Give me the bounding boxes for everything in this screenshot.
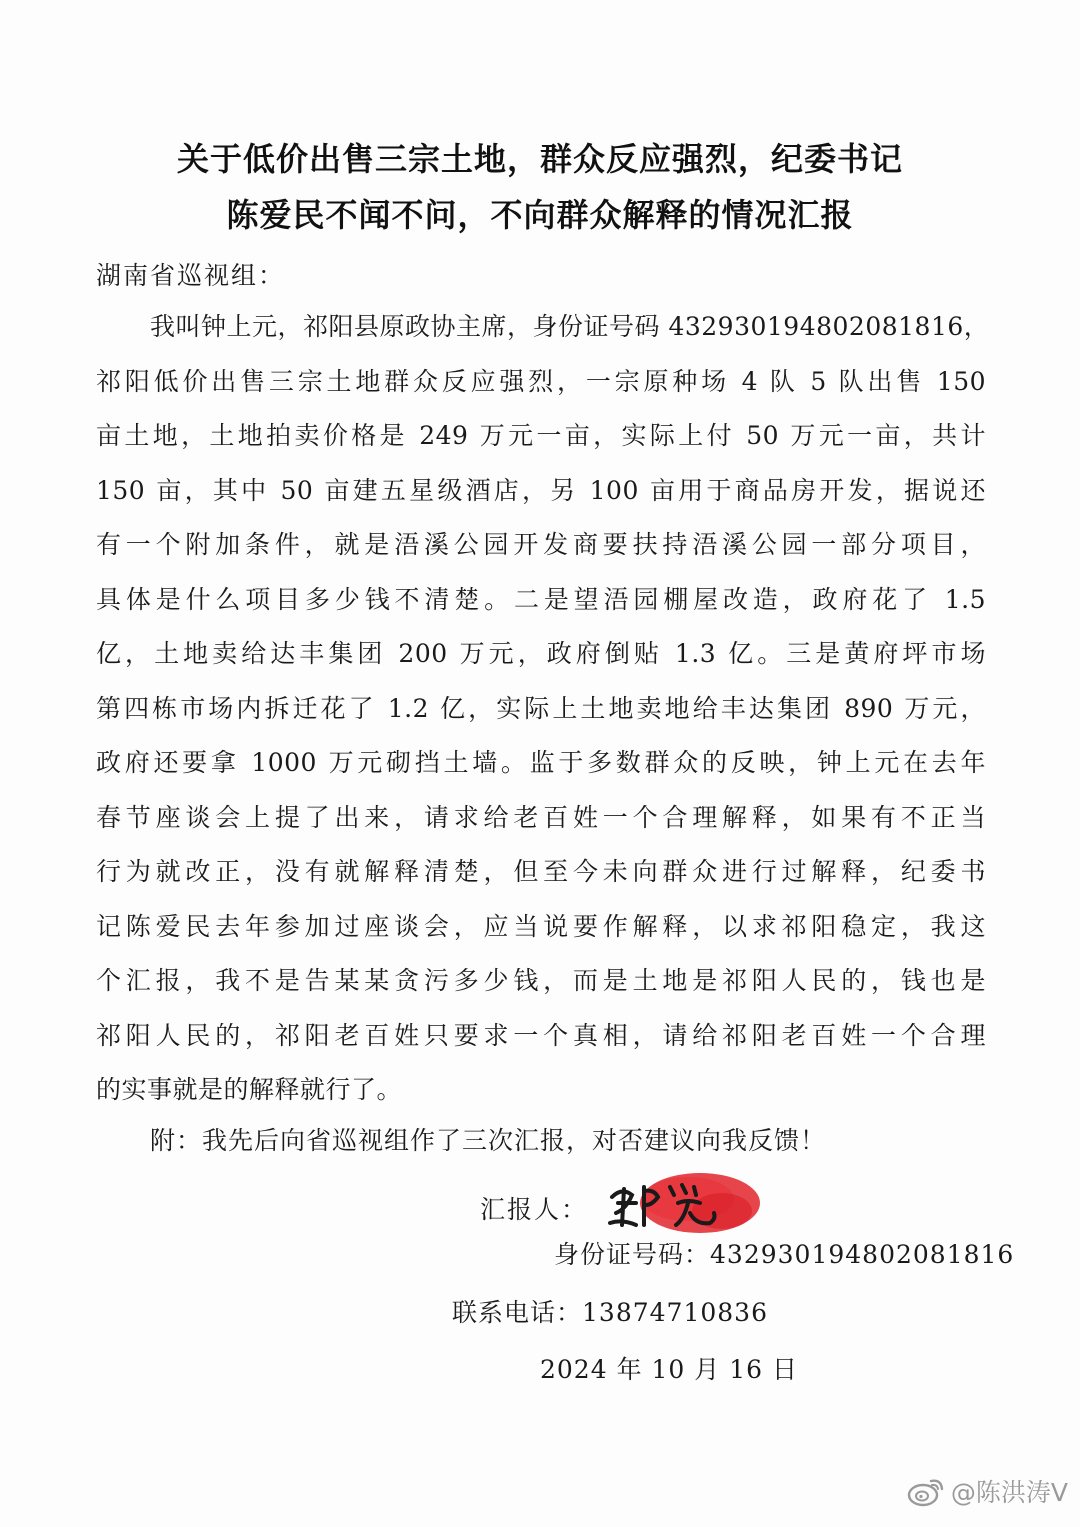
- phone-label: 联系电话：: [452, 1298, 583, 1327]
- phone-row: [452, 1293, 768, 1329]
- body-line: 第四栋市场内拆迁花了 1.2 亿，实际上土地卖地给丰达集团 890 万元，: [96, 693, 986, 723]
- watermark-text: @陈洪涛V: [950, 1478, 1068, 1507]
- document-title-line-2: 陈爱民不闻不问，不向群众解释的情况汇报: [226, 196, 854, 234]
- id-label: 身份证号码：: [554, 1240, 711, 1269]
- body-line: 的实事就是的解释就行了。: [96, 1075, 403, 1104]
- phone-number: 13874710836: [582, 1298, 768, 1327]
- document-title-line-1: 关于低价出售三宗土地，群众反应强烈，纪委书记: [176, 140, 903, 178]
- body-line: 春节座谈会上提了出来，请求给老百姓一个合理解释，如果有不正当: [96, 802, 986, 832]
- body-line: 祁阳低价出售三宗土地群众反应强烈，一宗原种场 4 队 5 队出售 150: [96, 366, 986, 396]
- body-line: 祁阳人民的，祁阳老百姓只要求一个真相，请给祁阳老百姓一个合理: [96, 1020, 986, 1050]
- body-line: 亿，土地卖给达丰集团 200 万元，政府倒贴 1.3 亿。三是黄府坪市场: [96, 639, 986, 668]
- weibo-icon: [907, 1475, 945, 1507]
- appendix-note: 附：我先后向省巡视组作了三次汇报，对否建议向我反馈！: [150, 1126, 827, 1155]
- id-number-row: [554, 1235, 1014, 1271]
- handwritten-signature-with-fingerprint: [592, 1173, 772, 1243]
- id-number: 432930194802081816: [710, 1240, 1015, 1269]
- body-line: 政府还要拿 1000 万元砌挡土墙。监于多数群众的反映，钟上元在去年: [96, 748, 986, 777]
- body-line: 个汇报，我不是告某某贪污多少钱，而是土地是祁阳人民的，钱也是: [96, 966, 986, 995]
- reporter-row: [480, 1178, 772, 1238]
- reporter-label: 汇报人：: [480, 1195, 589, 1224]
- salutation: 湖南省巡视组：: [96, 261, 286, 290]
- body-line: 亩土地，土地拍卖价格是 249 万元一亩，实际上付 50 万元一亩，共计: [96, 421, 986, 450]
- body-line: 行为就改正，没有就解释清楚，但至今未向群众进行过解释，纪委书: [96, 857, 986, 886]
- body-line: 我叫钟上元，祁阳县原政协主席，身份证号码 432930194802081816，: [150, 312, 990, 341]
- body-line: 记陈爱民去年参加过座谈会，应当说要作解释，以求祁阳稳定，我这: [96, 911, 986, 941]
- body-line: 有一个附加条件，就是浯溪公园开发商要扶持浯溪公园一部分项目，: [96, 530, 986, 559]
- report-body: [96, 300, 990, 1118]
- watermark: [907, 1473, 1068, 1509]
- body-line: 具体是什么项目多少钱不清楚。二是望浯园棚屋改造，政府花了 1.5: [96, 584, 986, 614]
- signature-fingerprint-icon: [592, 1173, 772, 1243]
- body-line: 150 亩，其中 50 亩建五星级酒店，另 100 亩用于商品房开发，据说还: [96, 475, 986, 505]
- report-date: 2024 年 10 月 16 日: [540, 1355, 798, 1384]
